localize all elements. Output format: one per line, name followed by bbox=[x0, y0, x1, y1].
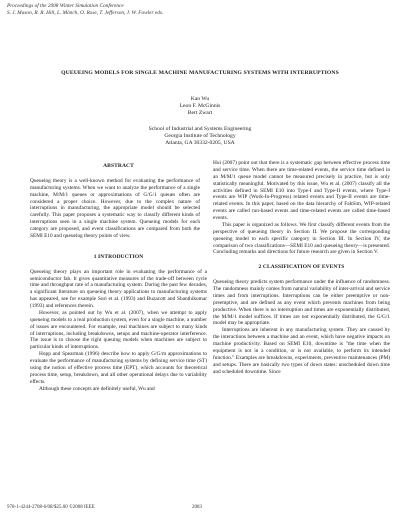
abstract-text: Queueing theory is a well-known method for evaluating the performance of manufacturing systems. When we want to analyze the performance of a single machine, M/M/1 queues or approximations of G/G/1 queues often are considered a proper choice. However, due to the complex nature of interruptions in manufacturing, the appropriate model should be selected carefully. This paper proposes a systematic way to classify different kinds of interruptions seen in a single machine system. Queueing models for each category are proposed, and event classifications are compared from both the SEMI E10 and queueing theory points of view. bbox=[30, 177, 200, 239]
intro-paragraph: Queueing theory plays an important role in evaluating the performance of a semiconductor fab. It gives quantitative measures of the trade-off between cycle time and throughput rate of a manufacturing system. During the past few decades, a significant literature on queueing theory applications to manufacturing systems has appeared, see for example Suri et al. (1993) and Buzacott and Shanthikumar (1993) and references therein. bbox=[30, 268, 207, 309]
author-list bbox=[0, 96, 400, 117]
paper-title: QUEUEING MODELS FOR SINGLE MACHINE MANUFACTURING SYSTEMS WITH INTERRUPTIONS bbox=[61, 70, 339, 76]
intro-paragraph: Hopp and Spearman (1996) describe how to apply G/G/m approximations to evaluate the performance of manufacturing systems by defining service time (ST) using the notion of effective process time (EPT), which accounts for theoretical process time, setup, breakdown, and all other operational delays due to variability effects. bbox=[30, 351, 207, 385]
affiliation-line: Atlanta, GA 30332-0205, USA bbox=[165, 139, 235, 146]
right-column bbox=[213, 160, 390, 375]
affiliation-line: School of Industrial and Systems Engineering bbox=[148, 126, 252, 132]
classification-heading: 2 CLASSIFICATION OF EVENTS bbox=[258, 264, 345, 271]
introduction-heading: 1 INTRODUCTION bbox=[93, 253, 144, 260]
intro-paragraph: However, as pointed out by Wu et al. (2007), when we attempt to apply queueing models to a real production system, even for a single machine, a number of issues are encountered. For example, real machines are subject to many kinds of interruptions, including breakdowns, setups and machine-operator interference. The issue is to choose the right queuing models when machines are subject to particular kinds of interruptions. bbox=[30, 309, 207, 351]
author-name: Kan Wu bbox=[190, 96, 210, 102]
body-paragraph: Interruptions are inherent in any manufacturing system. They are caused by the interactions between a machine and an event, which have negative impacts on machine productivity. Based on SEMI E10, downtime is "the time when the equipment is not in a condition, or is not available, to perform its intended function." Examples are breakdowns, experiments, preventive maintenances (PM) and setups. There are basically two types of down states: unscheduled down time and scheduled downtime. Since bbox=[213, 327, 390, 375]
proceedings-editors: S. J. Mason, R. R. Hill, L. Mönch, O. Rose, T. Jefferson, J. W. Fowler eds. bbox=[7, 9, 164, 16]
author-name: Leon F. McGinnis bbox=[179, 102, 221, 109]
proceedings-header bbox=[7, 3, 163, 16]
body-paragraph: Queueing theory predicts system performance under the influence of randomness. The randomness mainly comes from natural variability of inter-arrival and service times and from interruptions. Interruptions can be either preemptive or non-preemptive, and are defined as any event which prevents machines from being productive. When there is no interruption and times are exponentially distributed, the M/M/1 model suffices. If times are not exponentially distributed, the G/G/1 model may be appropriate. bbox=[213, 279, 390, 327]
intro-paragraph: Although these concepts are definitely useful, Wu and bbox=[39, 385, 155, 392]
proceedings-title: Proceedings of the 2008 Winter Simulation Conference bbox=[7, 3, 124, 9]
author-name: Bert Zwart bbox=[187, 109, 213, 116]
page-number: 2083 bbox=[192, 505, 202, 510]
body-paragraph: This paper is organized as follows. We first classify different events from the perspective of queueing theory in Section II. We propose the corresponding queueing model to each specific category in Section III. In Section IV, the comparison of two classifications—SEMI E10 and queueing theory—is presented. Concluding remarks and directions for future research are given in Section V. bbox=[213, 221, 390, 256]
left-column bbox=[30, 160, 207, 392]
body-paragraph: Hui (2007) point out that there is a systematic gap between effective process time and service time. When there are time-related events, the service time defined in an M/M/1 queue model cannot be measured precisely in practice, but is only statistically meaningful. Motivated by this issue, Wu et al. (2007) classify all the activities defined in SEMI E10 into Type-I and Type-II events, where Type-I events are WIP (Work-In-Progress) related events and Type-II events are time-related events. In this paper, based on the data hierarchy of FabSim, WIP-related events are called run-based events and time-related events are called time-based events. bbox=[213, 160, 390, 221]
affiliation-line: Georgia Institute of Technology bbox=[164, 132, 236, 139]
isbn-footer: 978-1-4244-2708-6/08/$25.00 ©2008 IEEE bbox=[7, 505, 95, 510]
affiliation bbox=[0, 126, 400, 147]
abstract-heading: ABSTRACT bbox=[103, 163, 134, 169]
